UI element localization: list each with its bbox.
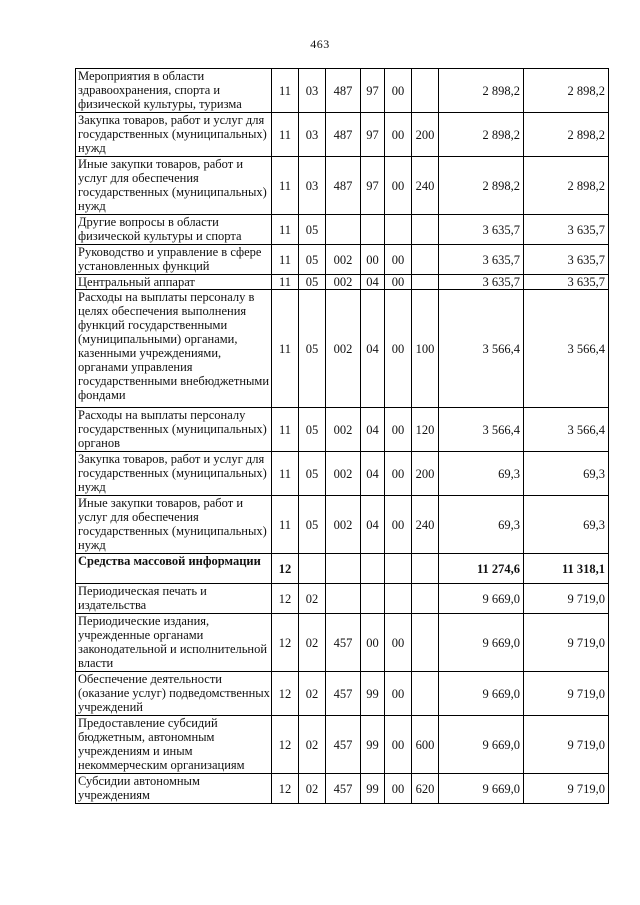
subsection-code: 05 — [299, 290, 326, 408]
expense-type-code — [412, 245, 439, 275]
amount-year-2: 3 635,7 — [524, 245, 609, 275]
section-code: 11 — [272, 157, 299, 215]
row-name: Иные закупки товаров, работ и услуг для обеспечения государственных (муниципальных) нужд — [76, 157, 272, 215]
amount-year-1: 2 898,2 — [439, 69, 524, 113]
amount-year-1: 9 669,0 — [439, 672, 524, 716]
target-code-part3: 00 — [385, 69, 412, 113]
row-name: Иные закупки товаров, работ и услуг для обеспечения государственных (муниципальных) нужд — [76, 496, 272, 554]
row-name: Периодическая печать и издательства — [76, 584, 272, 614]
target-code-part1: 002 — [326, 245, 361, 275]
target-code-part1: 002 — [326, 496, 361, 554]
subsection-code: 03 — [299, 69, 326, 113]
target-code-part1: 457 — [326, 614, 361, 672]
target-code-part1: 487 — [326, 157, 361, 215]
amount-year-2: 9 719,0 — [524, 716, 609, 774]
target-code-part1: 002 — [326, 275, 361, 290]
table-row — [76, 69, 609, 113]
subsection-code: 05 — [299, 275, 326, 290]
subsection-code: 05 — [299, 452, 326, 496]
target-code-part1: 457 — [326, 672, 361, 716]
page-number: 463 — [310, 37, 330, 51]
amount-year-1: 2 898,2 — [439, 157, 524, 215]
row-name: Периодические издания, учрежденные органами законодательной и исполнительной власти — [76, 614, 272, 672]
amount-year-2: 9 719,0 — [524, 672, 609, 716]
expense-type-code: 200 — [412, 452, 439, 496]
amount-year-1: 3 566,4 — [439, 408, 524, 452]
target-code-part3: 00 — [385, 452, 412, 496]
row-name: Руководство и управление в сфере установленных функций — [76, 245, 272, 275]
target-code-part3 — [385, 584, 412, 614]
section-code: 11 — [272, 69, 299, 113]
target-code-part3 — [385, 215, 412, 245]
row-name: Субсидии автономным учреждениям — [76, 774, 272, 804]
target-code-part2: 97 — [361, 113, 385, 157]
expense-type-code: 240 — [412, 496, 439, 554]
subsection-code: 05 — [299, 245, 326, 275]
amount-year-1: 9 669,0 — [439, 774, 524, 804]
amount-year-2: 3 566,4 — [524, 290, 609, 408]
expense-type-code: 100 — [412, 290, 439, 408]
section-code: 11 — [272, 245, 299, 275]
expense-type-code — [412, 215, 439, 245]
amount-year-1: 3 635,7 — [439, 215, 524, 245]
section-code: 12 — [272, 554, 299, 584]
table-row — [76, 113, 609, 157]
target-code-part3: 00 — [385, 774, 412, 804]
section-code: 12 — [272, 774, 299, 804]
subsection-code — [299, 554, 326, 584]
row-name: Закупка товаров, работ и услуг для государственных (муниципальных) нужд — [76, 113, 272, 157]
amount-year-2: 2 898,2 — [524, 157, 609, 215]
amount-year-1: 9 669,0 — [439, 614, 524, 672]
expense-type-code — [412, 614, 439, 672]
target-code-part2: 00 — [361, 614, 385, 672]
section-code: 11 — [272, 113, 299, 157]
amount-year-1: 3 566,4 — [439, 290, 524, 408]
expense-type-code: 120 — [412, 408, 439, 452]
target-code-part3: 00 — [385, 672, 412, 716]
expense-type-code: 240 — [412, 157, 439, 215]
budget-table — [75, 68, 609, 804]
amount-year-1: 2 898,2 — [439, 113, 524, 157]
target-code-part2 — [361, 584, 385, 614]
target-code-part2: 04 — [361, 290, 385, 408]
subsection-code: 05 — [299, 496, 326, 554]
table-row — [76, 245, 609, 275]
target-code-part3: 00 — [385, 245, 412, 275]
amount-year-2: 9 719,0 — [524, 614, 609, 672]
section-code: 11 — [272, 496, 299, 554]
target-code-part2: 00 — [361, 245, 385, 275]
table-row — [76, 290, 609, 408]
expense-type-code: 600 — [412, 716, 439, 774]
target-code-part1: 487 — [326, 113, 361, 157]
amount-year-2: 69,3 — [524, 452, 609, 496]
row-name: Средства массовой информации — [76, 554, 272, 584]
expense-type-code — [412, 554, 439, 584]
section-code: 12 — [272, 614, 299, 672]
target-code-part2: 97 — [361, 69, 385, 113]
amount-year-1: 3 635,7 — [439, 245, 524, 275]
target-code-part3: 00 — [385, 408, 412, 452]
table-row — [76, 672, 609, 716]
row-name: Обеспечение деятельности (оказание услуг) подведомственных учреждений — [76, 672, 272, 716]
amount-year-1: 3 635,7 — [439, 275, 524, 290]
amount-year-2: 3 635,7 — [524, 275, 609, 290]
subsection-code: 05 — [299, 215, 326, 245]
target-code-part1 — [326, 215, 361, 245]
expense-type-code: 620 — [412, 774, 439, 804]
expense-type-code — [412, 69, 439, 113]
subsection-code: 02 — [299, 716, 326, 774]
target-code-part3: 00 — [385, 716, 412, 774]
subsection-code: 02 — [299, 614, 326, 672]
row-name: Мероприятия в области здравоохранения, спорта и физической культуры, туризма — [76, 69, 272, 113]
row-name: Закупка товаров, работ и услуг для государственных (муниципальных) нужд — [76, 452, 272, 496]
target-code-part1: 002 — [326, 452, 361, 496]
target-code-part3 — [385, 554, 412, 584]
target-code-part2: 99 — [361, 716, 385, 774]
amount-year-2: 11 318,1 — [524, 554, 609, 584]
target-code-part2 — [361, 215, 385, 245]
section-code: 12 — [272, 584, 299, 614]
target-code-part1 — [326, 554, 361, 584]
row-name: Центральный аппарат — [76, 275, 272, 290]
target-code-part1: 002 — [326, 290, 361, 408]
subsection-code: 02 — [299, 774, 326, 804]
table-row — [76, 452, 609, 496]
amount-year-1: 69,3 — [439, 452, 524, 496]
amount-year-2: 3 635,7 — [524, 215, 609, 245]
amount-year-2: 3 566,4 — [524, 408, 609, 452]
target-code-part3: 00 — [385, 496, 412, 554]
section-code: 11 — [272, 408, 299, 452]
section-code: 11 — [272, 215, 299, 245]
target-code-part2: 97 — [361, 157, 385, 215]
expense-type-code — [412, 672, 439, 716]
amount-year-1: 9 669,0 — [439, 584, 524, 614]
target-code-part3: 00 — [385, 290, 412, 408]
target-code-part2: 99 — [361, 672, 385, 716]
target-code-part2: 04 — [361, 275, 385, 290]
target-code-part2: 99 — [361, 774, 385, 804]
section-code: 11 — [272, 275, 299, 290]
row-name: Расходы на выплаты персоналу в целях обеспечения выполнения функций государственными (муниципальными) органами, казенными учреждениями, органами управления государственными внебюджетными фондами — [76, 290, 272, 408]
table-row — [76, 614, 609, 672]
section-code: 12 — [272, 672, 299, 716]
target-code-part2: 04 — [361, 496, 385, 554]
target-code-part1 — [326, 584, 361, 614]
row-name: Другие вопросы в области физической культуры и спорта — [76, 215, 272, 245]
subsection-code: 02 — [299, 672, 326, 716]
table-row — [76, 215, 609, 245]
expense-type-code — [412, 275, 439, 290]
table-row — [76, 408, 609, 452]
table-row — [76, 774, 609, 804]
target-code-part1: 457 — [326, 716, 361, 774]
target-code-part1: 487 — [326, 69, 361, 113]
target-code-part3: 00 — [385, 275, 412, 290]
target-code-part2: 04 — [361, 408, 385, 452]
amount-year-2: 9 719,0 — [524, 774, 609, 804]
table-row — [76, 157, 609, 215]
target-code-part2: 04 — [361, 452, 385, 496]
target-code-part3: 00 — [385, 113, 412, 157]
section-code: 12 — [272, 716, 299, 774]
amount-year-1: 69,3 — [439, 496, 524, 554]
target-code-part3: 00 — [385, 614, 412, 672]
section-code: 11 — [272, 452, 299, 496]
row-name: Расходы на выплаты персоналу государственных (муниципальных) органов — [76, 408, 272, 452]
amount-year-2: 69,3 — [524, 496, 609, 554]
amount-year-1: 9 669,0 — [439, 716, 524, 774]
subsection-code: 02 — [299, 584, 326, 614]
subsection-code: 03 — [299, 113, 326, 157]
table-row — [76, 275, 609, 290]
amount-year-2: 9 719,0 — [524, 584, 609, 614]
section-code: 11 — [272, 290, 299, 408]
amount-year-2: 2 898,2 — [524, 113, 609, 157]
amount-year-1: 11 274,6 — [439, 554, 524, 584]
row-name: Предоставление субсидий бюджетным, автономным учреждениям и иным некоммерческим организациям — [76, 716, 272, 774]
subsection-code: 05 — [299, 408, 326, 452]
expense-type-code: 200 — [412, 113, 439, 157]
target-code-part1: 002 — [326, 408, 361, 452]
expense-type-code — [412, 584, 439, 614]
target-code-part3: 00 — [385, 157, 412, 215]
amount-year-2: 2 898,2 — [524, 69, 609, 113]
table-row — [76, 496, 609, 554]
subsection-code: 03 — [299, 157, 326, 215]
table-row — [76, 584, 609, 614]
table-body — [76, 69, 609, 804]
target-code-part2 — [361, 554, 385, 584]
table-row — [76, 554, 609, 584]
target-code-part1: 457 — [326, 774, 361, 804]
table-row — [76, 716, 609, 774]
